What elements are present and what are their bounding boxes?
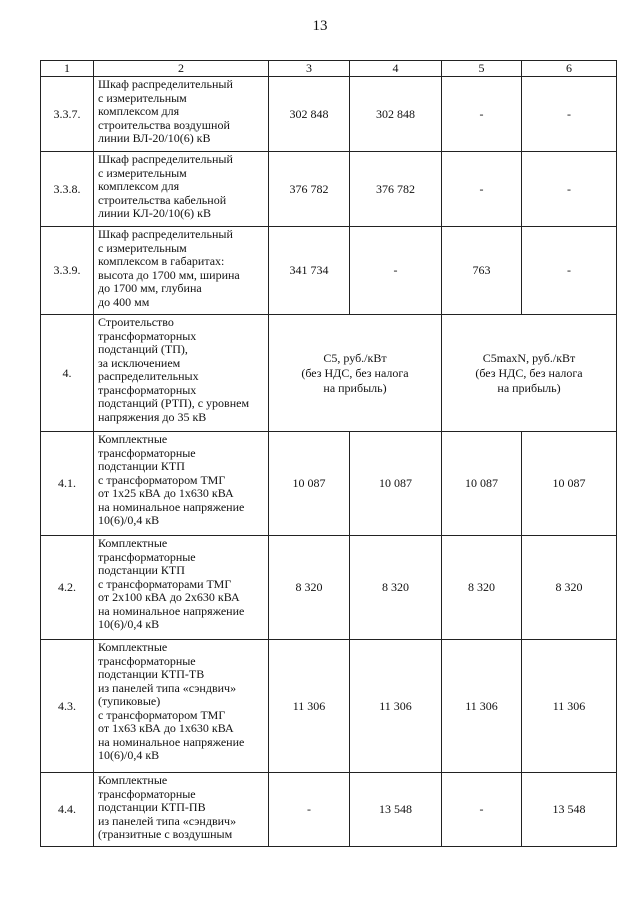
value-cell: 376 782 <box>350 152 442 227</box>
value-cell: 8 320 <box>442 536 522 640</box>
value-cell: 11 306 <box>269 640 350 773</box>
value-cell: 302 848 <box>269 77 350 152</box>
value-cell: 13 548 <box>522 773 617 847</box>
header-cell: 1 <box>41 61 94 77</box>
value-cell: - <box>522 152 617 227</box>
row-number: 4. <box>41 315 94 432</box>
table-row <box>41 640 617 773</box>
value-cell: 13 548 <box>350 773 442 847</box>
table-row <box>41 536 617 640</box>
row-number: 3.3.7. <box>41 77 94 152</box>
value-cell: - <box>522 227 617 315</box>
value-cell: 10 087 <box>522 432 617 536</box>
row-number: 4.4. <box>41 773 94 847</box>
header-cell: 5 <box>442 61 522 77</box>
value-cell: 8 320 <box>350 536 442 640</box>
value-cell: 11 306 <box>442 640 522 773</box>
table-row <box>41 315 617 432</box>
row-number: 3.3.8. <box>41 152 94 227</box>
value-cell: 10 087 <box>269 432 350 536</box>
value-cell: - <box>350 227 442 315</box>
table-row <box>41 77 617 152</box>
header-cell: 4 <box>350 61 442 77</box>
value-cell: 763 <box>442 227 522 315</box>
row-description: Шкаф распределительный с измерительным комплексом для строительства кабельной линии КЛ-20/10(6) кВ <box>94 152 269 227</box>
value-cell: 341 734 <box>269 227 350 315</box>
value-cell: 8 320 <box>522 536 617 640</box>
value-cell: - <box>442 773 522 847</box>
row-description: Строительство трансформаторных подстанций (ТП), за исключением распределительных трансформаторных подстанций (РТП), с уровнем напряжения до 35 кВ <box>94 315 269 432</box>
value-cell: - <box>522 77 617 152</box>
row-number: 4.1. <box>41 432 94 536</box>
row-number: 4.2. <box>41 536 94 640</box>
value-cell: 302 848 <box>350 77 442 152</box>
row-description: Шкаф распределительный с измерительным комплексом для строительства воздушной линии ВЛ-20/10(6) кВ <box>94 77 269 152</box>
value-cell: 11 306 <box>522 640 617 773</box>
value-cell: 11 306 <box>350 640 442 773</box>
row-number: 3.3.9. <box>41 227 94 315</box>
row-description: Комплектные трансформаторные подстанции КТП с трансформатором ТМГ от 1х25 кВА до 1х630 кВА на номинальное напряжение 10(6)/0,4 кВ <box>94 432 269 536</box>
value-cell: 10 087 <box>350 432 442 536</box>
header-cell: 6 <box>522 61 617 77</box>
table-row <box>41 152 617 227</box>
page-number: 13 <box>312 18 328 34</box>
value-cell: 10 087 <box>442 432 522 536</box>
table-row <box>41 432 617 536</box>
value-cell: - <box>442 152 522 227</box>
value-cell: 376 782 <box>269 152 350 227</box>
row-description: Комплектные трансформаторные подстанции КТП с трансформаторами ТМГ от 2х100 кВА до 2х630 кВА на номинальное напряжение 10(6)/0,4 кВ <box>94 536 269 640</box>
value-cell: - <box>269 773 350 847</box>
header-cell: 2 <box>94 61 269 77</box>
tariff-table <box>40 60 617 847</box>
row-description: Комплектные трансформаторные подстанции КТП-ТВ из панелей типа «сэндвич» (тупиковые) с трансформатором ТМГ от 1х63 кВА до 1х630 кВА на номинальное напряжение 10(6)/0,4 кВ <box>94 640 269 773</box>
row-description: Шкаф распределительный с измерительным комплексом в габаритах: высота до 1700 мм, ширина до 1700 мм, глубина до 400 мм <box>94 227 269 315</box>
rate-c5maxn-header: С5maxN, руб./кВт (без НДС, без налога на прибыль) <box>442 315 617 432</box>
value-cell: - <box>442 77 522 152</box>
table-row <box>41 227 617 315</box>
value-cell: 8 320 <box>269 536 350 640</box>
row-description: Комплектные трансформаторные подстанции КТП-ПВ из панелей типа «сэндвич» (транзитные с воздушным <box>94 773 269 847</box>
table-row <box>41 773 617 847</box>
header-row <box>41 61 617 77</box>
row-number: 4.3. <box>41 640 94 773</box>
rate-c5-header: С5, руб./кВт (без НДС, без налога на прибыль) <box>269 315 442 432</box>
header-cell: 3 <box>269 61 350 77</box>
